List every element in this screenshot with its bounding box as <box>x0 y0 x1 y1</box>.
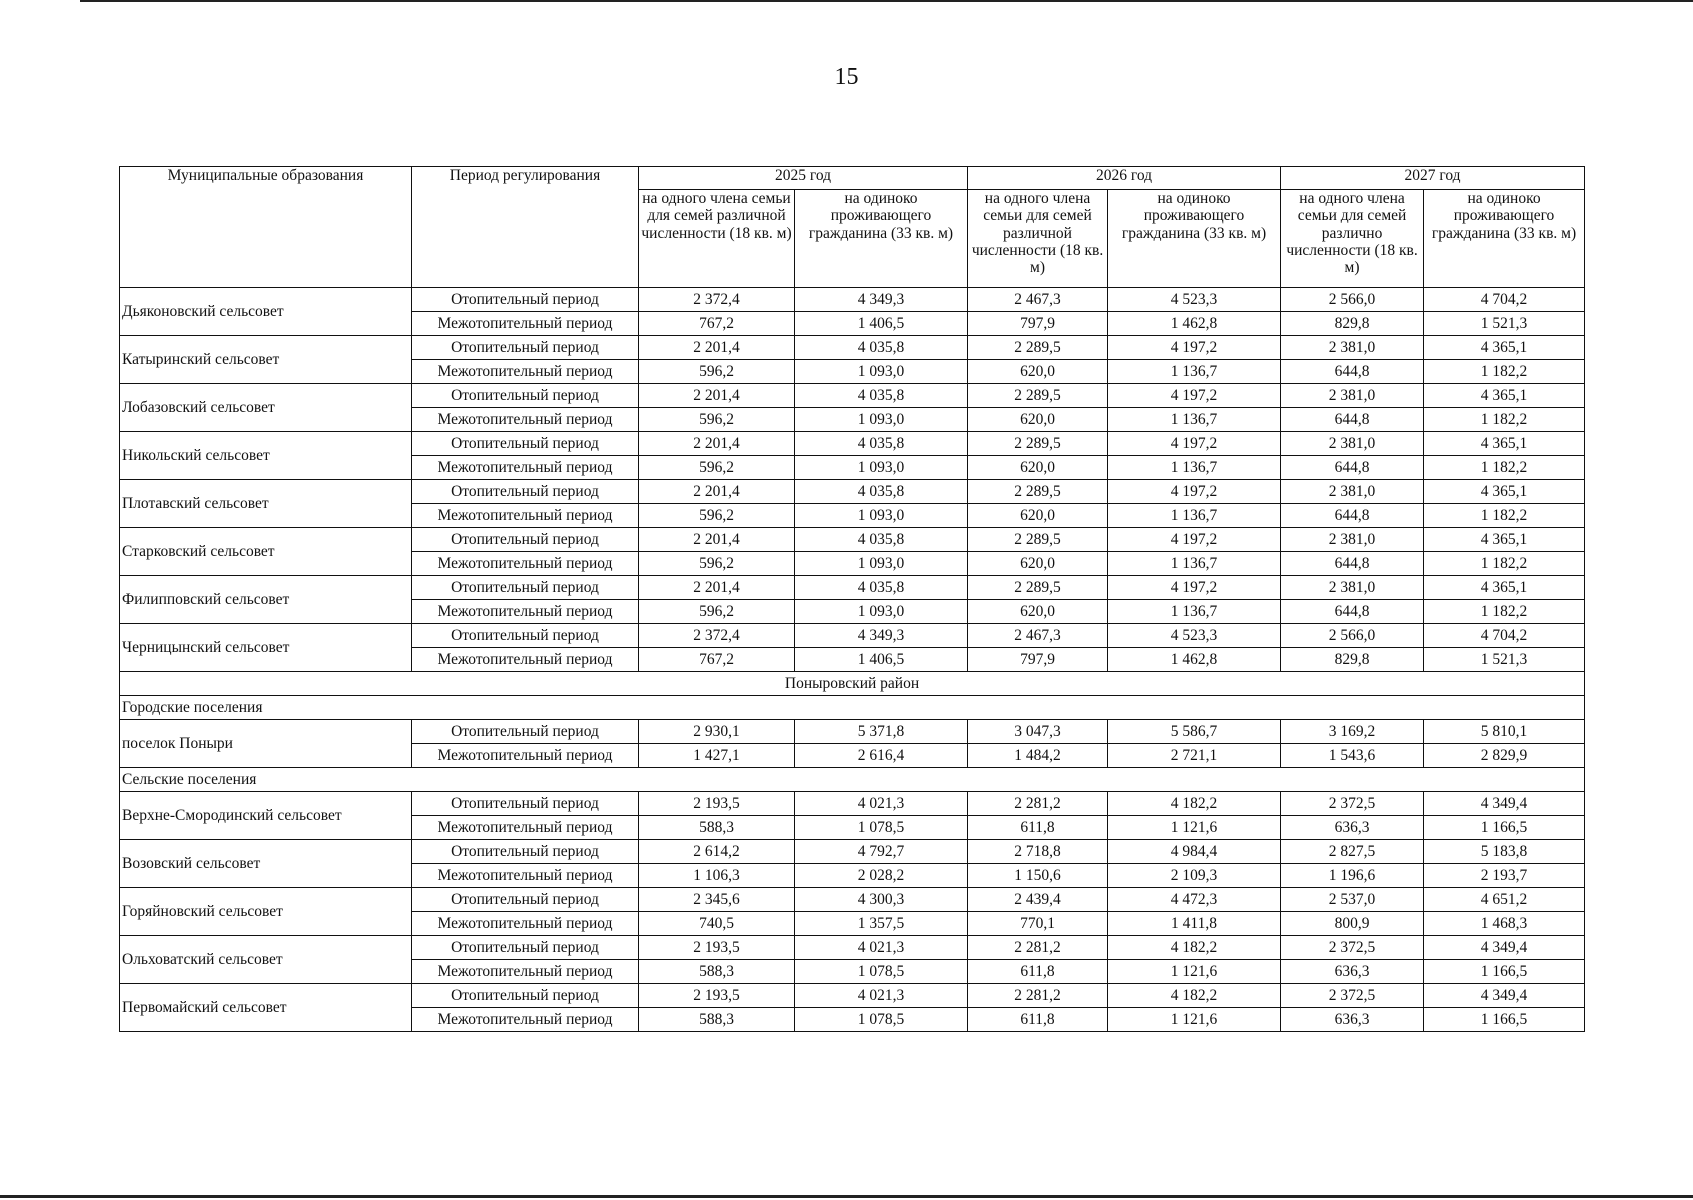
value-cell: 4 792,7 <box>795 840 968 864</box>
value-cell: 620,0 <box>968 600 1108 624</box>
value-cell: 2 537,0 <box>1281 888 1424 912</box>
value-cell: 829,8 <box>1281 648 1424 672</box>
period-label: Межотопительный период <box>412 408 639 432</box>
table-row <box>120 336 1585 360</box>
value-cell: 1 078,5 <box>795 960 968 984</box>
period-label: Межотопительный период <box>412 1008 639 1032</box>
period-label: Межотопительный период <box>412 360 639 384</box>
value-cell: 1 078,5 <box>795 816 968 840</box>
value-cell: 1 136,7 <box>1108 456 1281 480</box>
value-cell: 1 106,3 <box>639 864 795 888</box>
period-label: Межотопительный период <box>412 552 639 576</box>
value-cell: 2 372,5 <box>1281 984 1424 1008</box>
header-year-2027: 2027 год <box>1281 167 1585 190</box>
value-cell: 5 810,1 <box>1424 720 1585 744</box>
value-cell: 2 193,5 <box>639 984 795 1008</box>
value-cell: 644,8 <box>1281 600 1424 624</box>
value-cell: 2 467,3 <box>968 288 1108 312</box>
value-cell: 4 984,4 <box>1108 840 1281 864</box>
value-cell: 1 411,8 <box>1108 912 1281 936</box>
page-number: 15 <box>834 64 859 90</box>
value-cell: 2 201,4 <box>639 336 795 360</box>
value-cell: 588,3 <box>639 816 795 840</box>
value-cell: 2 381,0 <box>1281 480 1424 504</box>
value-cell: 620,0 <box>968 408 1108 432</box>
value-cell: 596,2 <box>639 600 795 624</box>
period-label: Отопительный период <box>412 888 639 912</box>
value-cell: 1 182,2 <box>1424 360 1585 384</box>
value-cell: 2 028,2 <box>795 864 968 888</box>
value-cell: 1 427,1 <box>639 744 795 768</box>
value-cell: 1 406,5 <box>795 312 968 336</box>
value-cell: 2 201,4 <box>639 528 795 552</box>
value-cell: 1 136,7 <box>1108 552 1281 576</box>
value-cell: 767,2 <box>639 312 795 336</box>
value-cell: 2 289,5 <box>968 480 1108 504</box>
value-cell: 1 150,6 <box>968 864 1108 888</box>
municipality-name: Черницынский сельсовет <box>120 624 412 672</box>
period-label: Отопительный период <box>412 840 639 864</box>
period-label: Отопительный период <box>412 984 639 1008</box>
value-cell: 611,8 <box>968 1008 1108 1032</box>
value-cell: 4 197,2 <box>1108 384 1281 408</box>
header-2025-single: на одиноко проживающего гражданина (33 кв. м) <box>795 190 968 288</box>
value-cell: 1 136,7 <box>1108 600 1281 624</box>
value-cell: 1 462,8 <box>1108 312 1281 336</box>
value-cell: 4 300,3 <box>795 888 968 912</box>
value-cell: 596,2 <box>639 456 795 480</box>
period-label: Межотопительный период <box>412 960 639 984</box>
tariff-table <box>119 166 1585 1032</box>
value-cell: 4 472,3 <box>1108 888 1281 912</box>
value-cell: 4 197,2 <box>1108 528 1281 552</box>
municipality-name: Горяйновский сельсовет <box>120 888 412 936</box>
header-period: Период регулирования <box>412 167 639 288</box>
value-cell: 1 136,7 <box>1108 360 1281 384</box>
value-cell: 4 035,8 <box>795 336 968 360</box>
period-label: Отопительный период <box>412 480 639 504</box>
table-row <box>120 984 1585 1008</box>
municipality-name: Возовский сельсовет <box>120 840 412 888</box>
period-label: Межотопительный период <box>412 912 639 936</box>
value-cell: 2 372,4 <box>639 624 795 648</box>
value-cell: 767,2 <box>639 648 795 672</box>
value-cell: 797,9 <box>968 312 1108 336</box>
value-cell: 1 166,5 <box>1424 960 1585 984</box>
value-cell: 596,2 <box>639 360 795 384</box>
value-cell: 4 651,2 <box>1424 888 1585 912</box>
value-cell: 1 121,6 <box>1108 960 1281 984</box>
value-cell: 1 166,5 <box>1424 1008 1585 1032</box>
table-row <box>120 480 1585 504</box>
table-row <box>120 720 1585 744</box>
value-cell: 4 021,3 <box>795 936 968 960</box>
value-cell: 2 289,5 <box>968 432 1108 456</box>
table-row <box>120 624 1585 648</box>
value-cell: 2 827,5 <box>1281 840 1424 864</box>
period-label: Отопительный период <box>412 720 639 744</box>
value-cell: 4 182,2 <box>1108 936 1281 960</box>
section-title: Сельские поселения <box>120 768 1585 792</box>
municipality-name: Верхне-Смородинский сельсовет <box>120 792 412 840</box>
municipality-name: Старковский сельсовет <box>120 528 412 576</box>
value-cell: 4 035,8 <box>795 432 968 456</box>
header-year-2025: 2025 год <box>639 167 968 190</box>
value-cell: 2 193,5 <box>639 936 795 960</box>
section-title: Городские поселения <box>120 696 1585 720</box>
value-cell: 644,8 <box>1281 408 1424 432</box>
value-cell: 2 201,4 <box>639 432 795 456</box>
value-cell: 1 093,0 <box>795 408 968 432</box>
value-cell: 4 182,2 <box>1108 984 1281 1008</box>
value-cell: 1 093,0 <box>795 504 968 528</box>
value-cell: 3 169,2 <box>1281 720 1424 744</box>
value-cell: 1 093,0 <box>795 360 968 384</box>
period-label: Отопительный период <box>412 624 639 648</box>
value-cell: 2 289,5 <box>968 576 1108 600</box>
value-cell: 1 468,3 <box>1424 912 1585 936</box>
value-cell: 2 721,1 <box>1108 744 1281 768</box>
value-cell: 620,0 <box>968 504 1108 528</box>
value-cell: 2 381,0 <box>1281 576 1424 600</box>
header-2027-family: на одного члена семьи для семей различно численности (18 кв. м) <box>1281 190 1424 288</box>
value-cell: 1 182,2 <box>1424 504 1585 528</box>
value-cell: 2 372,4 <box>639 288 795 312</box>
value-cell: 2 289,5 <box>968 384 1108 408</box>
table-row <box>120 528 1585 552</box>
value-cell: 644,8 <box>1281 360 1424 384</box>
value-cell: 2 281,2 <box>968 984 1108 1008</box>
value-cell: 770,1 <box>968 912 1108 936</box>
district-title: Поныровский район <box>120 672 1585 696</box>
value-cell: 2 381,0 <box>1281 432 1424 456</box>
value-cell: 2 109,3 <box>1108 864 1281 888</box>
value-cell: 2 381,0 <box>1281 384 1424 408</box>
value-cell: 2 566,0 <box>1281 624 1424 648</box>
value-cell: 4 021,3 <box>795 984 968 1008</box>
value-cell: 1 521,3 <box>1424 648 1585 672</box>
value-cell: 1 078,5 <box>795 1008 968 1032</box>
value-cell: 1 136,7 <box>1108 408 1281 432</box>
value-cell: 4 523,3 <box>1108 624 1281 648</box>
value-cell: 2 289,5 <box>968 336 1108 360</box>
value-cell: 829,8 <box>1281 312 1424 336</box>
value-cell: 596,2 <box>639 552 795 576</box>
value-cell: 1 196,6 <box>1281 864 1424 888</box>
value-cell: 4 197,2 <box>1108 432 1281 456</box>
value-cell: 1 093,0 <box>795 456 968 480</box>
value-cell: 620,0 <box>968 360 1108 384</box>
top-rule <box>80 0 1693 2</box>
value-cell: 4 349,3 <box>795 624 968 648</box>
value-cell: 4 365,1 <box>1424 336 1585 360</box>
value-cell: 1 462,8 <box>1108 648 1281 672</box>
value-cell: 1 182,2 <box>1424 552 1585 576</box>
table-row <box>120 792 1585 816</box>
bottom-rule <box>0 1195 1693 1198</box>
value-cell: 4 365,1 <box>1424 384 1585 408</box>
value-cell: 4 349,4 <box>1424 936 1585 960</box>
municipality-name: Первомайский сельсовет <box>120 984 412 1032</box>
header-year-2026: 2026 год <box>968 167 1281 190</box>
period-label: Отопительный период <box>412 288 639 312</box>
period-label: Межотопительный период <box>412 600 639 624</box>
value-cell: 2 201,4 <box>639 576 795 600</box>
table-row <box>120 576 1585 600</box>
table-row <box>120 840 1585 864</box>
value-cell: 620,0 <box>968 456 1108 480</box>
value-cell: 2 281,2 <box>968 936 1108 960</box>
value-cell: 1 136,7 <box>1108 504 1281 528</box>
value-cell: 636,3 <box>1281 960 1424 984</box>
value-cell: 4 035,8 <box>795 480 968 504</box>
value-cell: 4 197,2 <box>1108 480 1281 504</box>
table-row <box>120 432 1585 456</box>
municipality-name: Филипповский сельсовет <box>120 576 412 624</box>
value-cell: 636,3 <box>1281 1008 1424 1032</box>
period-label: Отопительный период <box>412 936 639 960</box>
value-cell: 1 182,2 <box>1424 600 1585 624</box>
value-cell: 611,8 <box>968 960 1108 984</box>
value-cell: 644,8 <box>1281 456 1424 480</box>
value-cell: 1 093,0 <box>795 600 968 624</box>
value-cell: 1 093,0 <box>795 552 968 576</box>
period-label: Межотопительный период <box>412 864 639 888</box>
table-row <box>120 936 1585 960</box>
period-label: Отопительный период <box>412 792 639 816</box>
municipality-name: Лобазовский сельсовет <box>120 384 412 432</box>
value-cell: 2 193,5 <box>639 792 795 816</box>
value-cell: 1 543,6 <box>1281 744 1424 768</box>
value-cell: 2 345,6 <box>639 888 795 912</box>
period-label: Межотопительный период <box>412 744 639 768</box>
value-cell: 5 586,7 <box>1108 720 1281 744</box>
value-cell: 4 035,8 <box>795 528 968 552</box>
value-cell: 2 718,8 <box>968 840 1108 864</box>
value-cell: 1 484,2 <box>968 744 1108 768</box>
value-cell: 3 047,3 <box>968 720 1108 744</box>
value-cell: 2 381,0 <box>1281 336 1424 360</box>
header-municipality: Муниципальные образования <box>120 167 412 288</box>
value-cell: 4 021,3 <box>795 792 968 816</box>
section-row <box>120 768 1585 792</box>
value-cell: 644,8 <box>1281 504 1424 528</box>
header-2027-single: на одиноко проживающего гражданина (33 кв. м) <box>1424 190 1585 288</box>
period-label: Межотопительный период <box>412 816 639 840</box>
value-cell: 1 406,5 <box>795 648 968 672</box>
municipality-name: Никольский сельсовет <box>120 432 412 480</box>
period-label: Отопительный период <box>412 528 639 552</box>
value-cell: 2 381,0 <box>1281 528 1424 552</box>
value-cell: 4 704,2 <box>1424 624 1585 648</box>
table-row <box>120 288 1585 312</box>
value-cell: 1 182,2 <box>1424 456 1585 480</box>
municipality-name: Ольховатский сельсовет <box>120 936 412 984</box>
table-row <box>120 888 1585 912</box>
value-cell: 611,8 <box>968 816 1108 840</box>
value-cell: 4 035,8 <box>795 384 968 408</box>
period-label: Межотопительный период <box>412 648 639 672</box>
value-cell: 2 616,4 <box>795 744 968 768</box>
district-row <box>120 672 1585 696</box>
value-cell: 2 372,5 <box>1281 936 1424 960</box>
value-cell: 800,9 <box>1281 912 1424 936</box>
value-cell: 1 182,2 <box>1424 408 1585 432</box>
municipality-name: поселок Поныри <box>120 720 412 768</box>
header-2026-family: на одного члена семьи для семей различной численности (18 кв. м) <box>968 190 1108 288</box>
value-cell: 2 614,2 <box>639 840 795 864</box>
period-label: Отопительный период <box>412 384 639 408</box>
value-cell: 2 281,2 <box>968 792 1108 816</box>
value-cell: 1 121,6 <box>1108 816 1281 840</box>
value-cell: 2 467,3 <box>968 624 1108 648</box>
value-cell: 2 439,4 <box>968 888 1108 912</box>
value-cell: 4 349,3 <box>795 288 968 312</box>
value-cell: 2 289,5 <box>968 528 1108 552</box>
value-cell: 588,3 <box>639 960 795 984</box>
header-2026-single: на одиноко проживающего гражданина (33 кв. м) <box>1108 190 1281 288</box>
value-cell: 4 523,3 <box>1108 288 1281 312</box>
value-cell: 4 035,8 <box>795 576 968 600</box>
value-cell: 644,8 <box>1281 552 1424 576</box>
value-cell: 740,5 <box>639 912 795 936</box>
value-cell: 4 365,1 <box>1424 576 1585 600</box>
table-row <box>120 384 1585 408</box>
period-label: Отопительный период <box>412 576 639 600</box>
value-cell: 4 365,1 <box>1424 528 1585 552</box>
period-label: Межотопительный период <box>412 504 639 528</box>
value-cell: 4 349,4 <box>1424 984 1585 1008</box>
value-cell: 2 829,9 <box>1424 744 1585 768</box>
value-cell: 2 201,4 <box>639 480 795 504</box>
value-cell: 1 166,5 <box>1424 816 1585 840</box>
value-cell: 4 182,2 <box>1108 792 1281 816</box>
value-cell: 596,2 <box>639 504 795 528</box>
value-cell: 797,9 <box>968 648 1108 672</box>
period-label: Отопительный период <box>412 336 639 360</box>
value-cell: 636,3 <box>1281 816 1424 840</box>
value-cell: 2 930,1 <box>639 720 795 744</box>
value-cell: 588,3 <box>639 1008 795 1032</box>
value-cell: 2 566,0 <box>1281 288 1424 312</box>
value-cell: 2 193,7 <box>1424 864 1585 888</box>
value-cell: 1 121,6 <box>1108 1008 1281 1032</box>
municipality-name: Плотавский сельсовет <box>120 480 412 528</box>
value-cell: 4 197,2 <box>1108 336 1281 360</box>
period-label: Межотопительный период <box>412 312 639 336</box>
value-cell: 4 365,1 <box>1424 432 1585 456</box>
value-cell: 4 704,2 <box>1424 288 1585 312</box>
value-cell: 2 372,5 <box>1281 792 1424 816</box>
table-body <box>120 288 1585 1032</box>
value-cell: 620,0 <box>968 552 1108 576</box>
municipality-name: Катыринский сельсовет <box>120 336 412 384</box>
value-cell: 596,2 <box>639 408 795 432</box>
value-cell: 4 349,4 <box>1424 792 1585 816</box>
period-label: Межотопительный период <box>412 456 639 480</box>
header-2025-family: на одного члена семьи для семей различной численности (18 кв. м) <box>639 190 795 288</box>
value-cell: 1 357,5 <box>795 912 968 936</box>
value-cell: 4 197,2 <box>1108 576 1281 600</box>
municipality-name: Дьяконовский сельсовет <box>120 288 412 336</box>
value-cell: 5 183,8 <box>1424 840 1585 864</box>
value-cell: 2 201,4 <box>639 384 795 408</box>
value-cell: 4 365,1 <box>1424 480 1585 504</box>
period-label: Отопительный период <box>412 432 639 456</box>
value-cell: 5 371,8 <box>795 720 968 744</box>
section-row <box>120 696 1585 720</box>
value-cell: 1 521,3 <box>1424 312 1585 336</box>
